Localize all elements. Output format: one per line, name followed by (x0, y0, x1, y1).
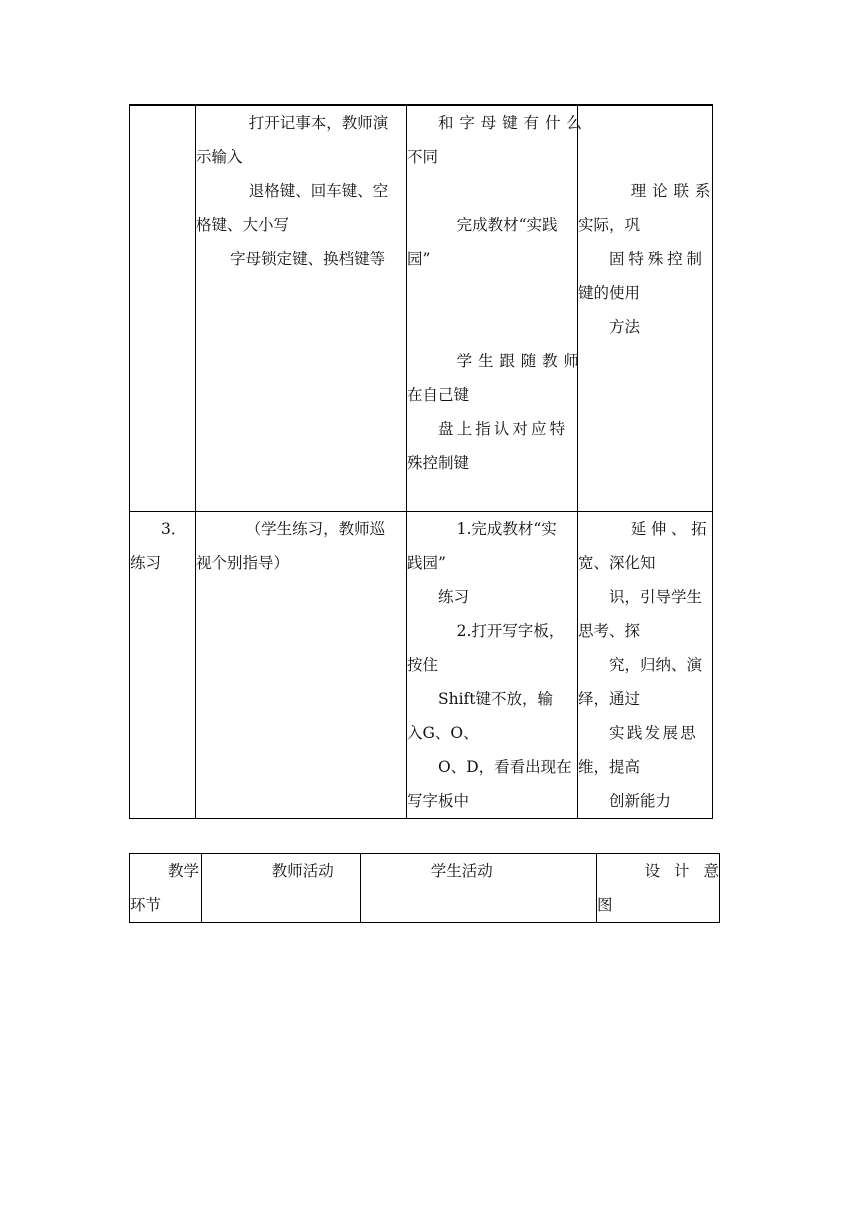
text-line: 写字板中 (407, 791, 470, 810)
student-activity-cell (407, 511, 578, 818)
design-intent-cell (578, 511, 713, 818)
table-header-row (130, 854, 720, 923)
text-line: 方法 (609, 318, 641, 336)
text-line: 殊控制键 (407, 454, 470, 472)
table-row (130, 105, 713, 511)
text-line: 练习 (438, 587, 470, 606)
text-line: 究，归纳、演 (609, 655, 703, 674)
text-line: 固特殊控制 (609, 250, 706, 268)
text-line: 维，提高 (578, 757, 641, 776)
table-row (130, 511, 713, 818)
text-line: 退格键、回车键、空 (248, 182, 389, 200)
text-line: 示输入 (196, 148, 243, 166)
text-line: 2.打开写字板， (456, 621, 565, 640)
text-line: 和字母键有什么 (438, 114, 588, 132)
text-line: 盘上指认对应特 (438, 420, 569, 438)
teacher-activity-cell (196, 105, 407, 511)
text-line: 识，引导学生 (609, 587, 703, 606)
text-line: 键的使用 (578, 284, 641, 302)
lesson-plan-header-table (129, 853, 733, 923)
spacer (407, 174, 577, 208)
text-line: 3． (161, 519, 187, 538)
text-line: 思考、探 (578, 621, 641, 640)
spacer (407, 276, 577, 344)
spacer (578, 106, 712, 174)
text-line: 入G、O、 (407, 723, 479, 742)
text-line: 宽、深化知 (578, 553, 656, 572)
text-line: 延伸、拓 (630, 519, 712, 538)
text-line: 按住 (407, 655, 439, 674)
text-line: 教学 (167, 862, 199, 880)
text-line: 践园” (407, 553, 446, 572)
text-line: 图 (597, 896, 613, 914)
text-line: 教师活动 (271, 862, 334, 880)
text-line: 不同 (407, 148, 439, 166)
design-intent-cell (578, 105, 717, 511)
text-line: （学生练习，教师巡 (245, 519, 386, 538)
text-line: 设计意 (644, 862, 733, 880)
text-line: 格键、大小写 (196, 216, 290, 234)
header-student-activity (361, 854, 597, 923)
student-activity-cell (407, 105, 588, 511)
teacher-activity-cell (196, 511, 407, 818)
text-line: 字母锁定键、换档键等 (230, 250, 386, 268)
text-line: 绎，通过 (578, 689, 641, 708)
header-teacher-activity (202, 854, 361, 923)
text-line: Shift键不放，输 (438, 689, 554, 708)
text-line: 视个别指导） (196, 553, 290, 572)
header-teaching-stage (130, 854, 202, 923)
text-line: 环节 (130, 896, 162, 914)
text-line: 练习 (130, 553, 162, 572)
text-line: 园” (407, 250, 431, 268)
lesson-plan-table-continued (129, 104, 717, 819)
text-line: 创新能力 (609, 791, 672, 810)
text-line: 打开记事本，教师演 (248, 114, 389, 132)
text-line: O、D，看看出现在 (438, 757, 572, 776)
stage-cell (130, 105, 196, 511)
text-line: 学生跟随教师 (456, 352, 585, 370)
text-line: 完成教材“实践 (456, 216, 558, 234)
stage-cell (130, 511, 196, 818)
text-line: 1.完成教材“实 (456, 519, 557, 538)
text-line: 学生活动 (430, 862, 493, 880)
text-line: 实践发展思 (609, 723, 699, 742)
text-line: 在自己键 (407, 386, 470, 404)
text-line: 实际，巩 (578, 216, 641, 234)
header-design-intent (597, 854, 733, 923)
text-line: 理论联系 (630, 182, 717, 200)
